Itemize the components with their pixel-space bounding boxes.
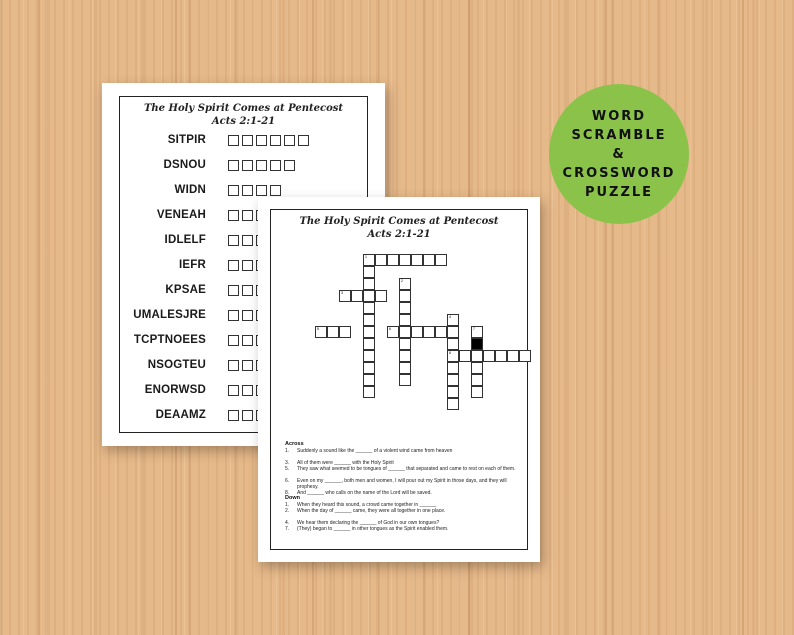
scrambled-word: IEFR <box>179 259 206 271</box>
letter-box[interactable] <box>242 160 253 171</box>
clue-number: 4 <box>449 315 451 319</box>
letter-box[interactable] <box>228 210 239 221</box>
scrambled-word: VENEAH <box>156 209 206 221</box>
crossword-cell[interactable] <box>375 290 387 302</box>
crossword-cell[interactable] <box>399 314 411 326</box>
letter-box[interactable] <box>270 135 281 146</box>
letter-box[interactable] <box>228 260 239 271</box>
letter-box[interactable] <box>228 135 239 146</box>
letter-box[interactable] <box>298 135 309 146</box>
wood-seam <box>742 0 744 635</box>
clue-item <box>285 508 525 514</box>
clue-item <box>285 466 525 472</box>
crossword-cell[interactable] <box>363 362 375 374</box>
letter-box[interactable] <box>228 360 239 371</box>
clue-text: All of them were ______ with the Holy Spirit <box>297 460 394 466</box>
letter-box[interactable] <box>256 135 267 146</box>
crossword-cell[interactable] <box>399 254 411 266</box>
crossword-cell[interactable] <box>447 314 459 326</box>
scrambled-word: ENORWSD <box>144 384 206 396</box>
letter-box[interactable] <box>228 385 239 396</box>
crossword-cell[interactable] <box>471 362 483 374</box>
crossword-cell[interactable] <box>471 350 483 362</box>
clue-number: 8. <box>285 490 290 496</box>
crossword-cell[interactable] <box>363 254 375 266</box>
clue-text: (They) began to ______ in other tongues as the Spirit enabled them. <box>297 526 449 532</box>
clue-number: 6 <box>389 327 391 331</box>
crossword-cell[interactable] <box>447 326 459 338</box>
clue-text: When they heard this sound, a crowd came together in ______ <box>297 502 437 508</box>
crossword-cell[interactable] <box>411 254 423 266</box>
crossword-cell[interactable] <box>399 278 411 290</box>
scrambled-word: DEAAMZ <box>155 409 206 421</box>
clue-text: And ______ who calls on the name of the Lord will be saved. <box>297 490 432 496</box>
clue-number: 8 <box>449 351 451 355</box>
scrambled-word: IDLELF <box>164 234 206 246</box>
crossword-cell[interactable] <box>339 290 351 302</box>
crossword-cell[interactable] <box>363 266 375 278</box>
letter-box[interactable] <box>256 185 267 196</box>
crossword-cell[interactable] <box>495 350 507 362</box>
clue-text: We hear them declaring the ______ of God in our own tongues? <box>297 520 440 526</box>
crossword-cell[interactable] <box>399 374 411 386</box>
title-badge <box>549 84 689 224</box>
scramble-row <box>124 132 312 148</box>
crossword-cell[interactable] <box>363 374 375 386</box>
clue-number: 1. <box>285 448 290 454</box>
crossword-cell[interactable] <box>423 326 435 338</box>
letter-box[interactable] <box>242 310 253 321</box>
crossword-cell[interactable] <box>447 386 459 398</box>
crossword-cell[interactable] <box>363 338 375 350</box>
letter-box[interactable] <box>242 135 253 146</box>
clue-number: 4. <box>285 520 290 526</box>
badge-text-line: CROSSWORD <box>562 165 676 181</box>
letter-box[interactable] <box>284 135 295 146</box>
answer-boxes <box>228 135 312 146</box>
scramble-title: The Holy Spirit Comes at Pentecost <box>143 103 344 114</box>
clue-number: 7 <box>473 327 475 331</box>
letter-box[interactable] <box>242 185 253 196</box>
clue-number: 5. <box>285 466 290 472</box>
crossword-cell[interactable] <box>507 350 519 362</box>
crossword-cell[interactable] <box>447 374 459 386</box>
crossword-cell[interactable] <box>399 302 411 314</box>
clue-item <box>285 490 525 496</box>
badge-text-line: WORD <box>591 108 647 124</box>
letter-box[interactable] <box>228 310 239 321</box>
crossword-cell[interactable] <box>387 326 399 338</box>
clue-text: When the day of ______ came, they were all together in one place. <box>297 508 446 514</box>
clue-item <box>285 478 525 490</box>
scrambled-word: KPSAE <box>165 284 206 296</box>
crossword-cell[interactable] <box>399 326 411 338</box>
crossword-title: The Holy Spirit Comes at Pentecost <box>299 216 499 227</box>
answer-boxes <box>228 160 298 171</box>
scrambled-word: WIDN <box>174 184 206 196</box>
crossword-cell[interactable] <box>447 398 459 410</box>
badge-text-line: SCRAMBLE <box>571 127 667 143</box>
crossword-cell[interactable] <box>363 326 375 338</box>
scramble-row <box>124 182 284 198</box>
crossword-cell[interactable] <box>459 350 471 362</box>
crossword-cell[interactable] <box>363 314 375 326</box>
crossword-cell[interactable] <box>363 290 375 302</box>
crossword-cell[interactable] <box>399 362 411 374</box>
letter-box[interactable] <box>228 160 239 171</box>
letter-box[interactable] <box>228 410 239 421</box>
scrambled-word: DSNOU <box>163 159 206 171</box>
scramble-subtitle: Acts 2:1-21 <box>211 116 276 127</box>
letter-box[interactable] <box>242 335 253 346</box>
scrambled-word: UMALESJRE <box>133 309 206 321</box>
down-heading: Down <box>285 495 300 501</box>
crossword-cell[interactable] <box>471 326 483 338</box>
clue-text: Even on my ______, both men and women, I will pour out my Spirit in those days, and they will prophesy. <box>297 478 507 490</box>
letter-box[interactable] <box>228 185 239 196</box>
wood-seam <box>38 0 40 635</box>
letter-box[interactable] <box>270 185 281 196</box>
crossword-cell[interactable] <box>399 290 411 302</box>
clue-number: 6. <box>285 478 290 484</box>
crossword-cell[interactable] <box>387 254 399 266</box>
letter-box[interactable] <box>242 210 253 221</box>
clue-number: 2. <box>285 508 290 514</box>
crossword-cell[interactable] <box>483 350 495 362</box>
letter-box[interactable] <box>228 335 239 346</box>
black-cell <box>471 338 483 350</box>
crossword-cell[interactable] <box>447 338 459 350</box>
crossword-cell[interactable] <box>375 254 387 266</box>
crossword-cell[interactable] <box>399 350 411 362</box>
crossword-cell[interactable] <box>435 326 447 338</box>
clue-number: 3. <box>285 460 290 466</box>
letter-box[interactable] <box>228 285 239 296</box>
crossword-cell[interactable] <box>447 350 459 362</box>
letter-box[interactable] <box>242 285 253 296</box>
scrambled-word: NSOGTEU <box>147 359 206 371</box>
clue-text: Suddenly a sound like the ______ of a violent wind came from heaven <box>297 448 453 454</box>
letter-box[interactable] <box>228 235 239 246</box>
answer-boxes <box>228 185 284 196</box>
letter-box[interactable] <box>242 410 253 421</box>
letter-box[interactable] <box>284 160 295 171</box>
letter-box[interactable] <box>242 360 253 371</box>
crossword-cell[interactable] <box>351 290 363 302</box>
across-heading: Across <box>285 441 304 447</box>
crossword-cell[interactable] <box>339 326 351 338</box>
crossword-cell[interactable] <box>471 374 483 386</box>
crossword-cell[interactable] <box>423 254 435 266</box>
scrambled-word: TCPTNOEES <box>133 334 206 346</box>
letter-box[interactable] <box>242 385 253 396</box>
clue-number: 1. <box>285 502 290 508</box>
clue-item <box>285 526 525 532</box>
crossword-cell[interactable] <box>399 338 411 350</box>
scrambled-word: SITPIR <box>167 134 206 146</box>
clue-item <box>285 448 525 454</box>
crossword-cell[interactable] <box>363 386 375 398</box>
crossword-cell[interactable] <box>327 326 339 338</box>
crossword-sheet <box>258 197 540 562</box>
letter-box[interactable] <box>242 235 253 246</box>
clue-number: 2 <box>401 279 403 283</box>
crossword-cell[interactable] <box>363 278 375 290</box>
crossword-cell[interactable] <box>519 350 531 362</box>
crossword-cell[interactable] <box>435 254 447 266</box>
letter-box[interactable] <box>256 160 267 171</box>
crossword-cell[interactable] <box>363 302 375 314</box>
crossword-cell[interactable] <box>363 350 375 362</box>
crossword-cell[interactable] <box>471 386 483 398</box>
scramble-row <box>124 157 298 173</box>
clue-number: 7. <box>285 526 290 532</box>
badge-text-line: PUZZLE <box>584 184 654 200</box>
clue-number: 3 <box>341 291 343 295</box>
letter-box[interactable] <box>270 160 281 171</box>
clue-number: 1 <box>365 255 367 259</box>
letter-box[interactable] <box>242 260 253 271</box>
crossword-cell[interactable] <box>411 326 423 338</box>
crossword-subtitle: Acts 2:1-21 <box>367 229 431 240</box>
crossword-cell[interactable] <box>447 362 459 374</box>
crossword-cell[interactable] <box>315 326 327 338</box>
badge-text-line: & <box>612 146 626 162</box>
clue-text: They saw what seemed to be tongues of ______ that separated and came to rest on each of them. <box>297 466 516 472</box>
clue-number: 5 <box>317 327 319 331</box>
